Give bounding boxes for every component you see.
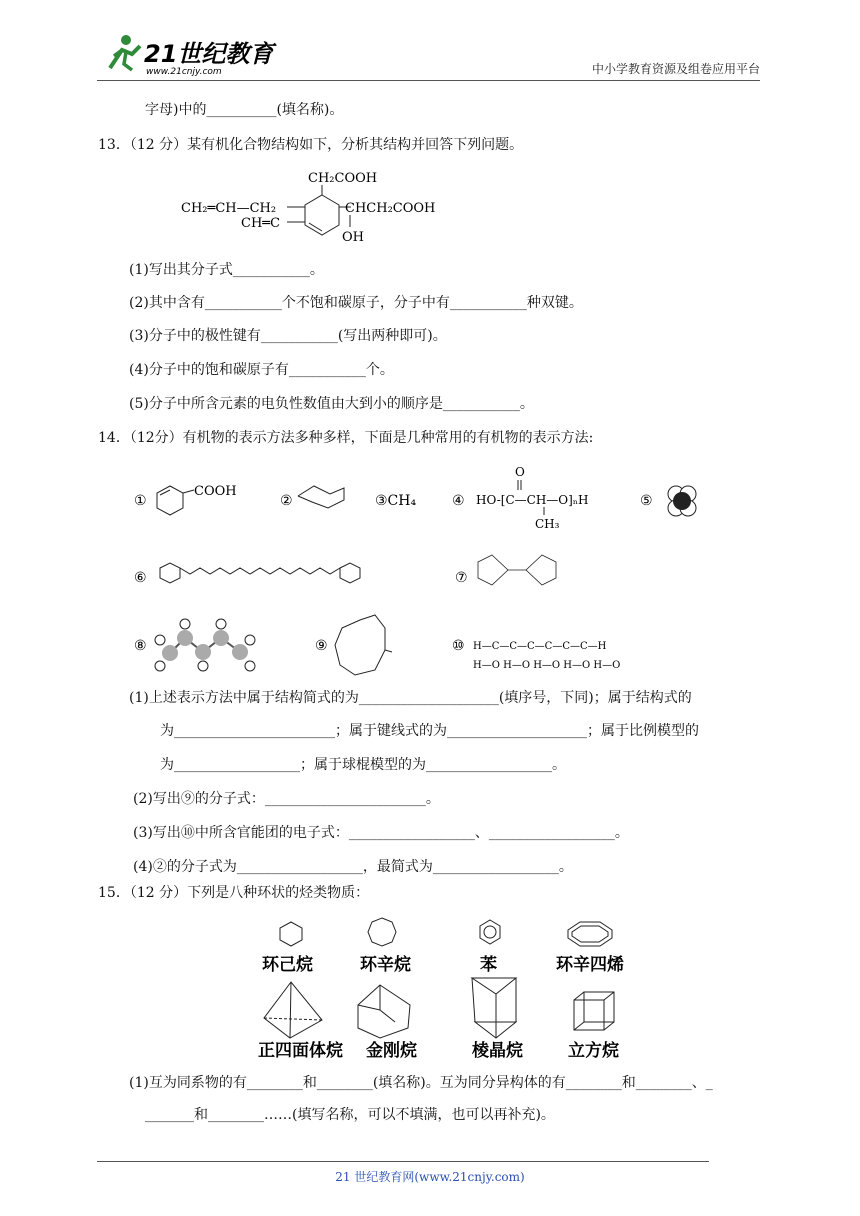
item-10-chain: H—C—C—C—C—C—C—H xyxy=(473,641,607,652)
item-1-label: COOH xyxy=(194,484,237,499)
item-2-number: ② xyxy=(280,493,293,509)
site-logo xyxy=(96,30,274,82)
item-5-number: ⑤ xyxy=(640,493,653,509)
q13-part2: (2)其中含有___________个不饱和碳原子，分子中有___________种双键。 xyxy=(129,295,583,311)
label-prismane: 棱晶烷 xyxy=(472,1041,523,1061)
tetrathiafulvalene-icon xyxy=(478,555,556,585)
q15-part1a: (1)互为同系物的有________和________(填名称)。互为同分异构体的有________和________、_ xyxy=(129,1075,713,1091)
q13-top-group: CH₂COOH xyxy=(308,171,378,186)
item-4-number: ④ xyxy=(452,493,465,509)
label-cyclooctatetraene: 环辛四烯 xyxy=(556,955,624,975)
logo-text: 21世纪教育 xyxy=(144,40,274,68)
q13-right-group: CHCH₂COOH xyxy=(345,201,436,216)
cubane-icon xyxy=(574,992,614,1030)
q13-part5: (5)分子中所含元素的电负性数值由大到小的顺序是___________。 xyxy=(129,396,534,412)
item-9-number: ⑨ xyxy=(315,638,328,654)
item-4-formula: HO-[C—CH—O]ₙH xyxy=(476,493,589,507)
item-8-number: ⑧ xyxy=(134,638,147,654)
prismane-icon xyxy=(472,978,516,1038)
q13-left-group: CH₂═CH—CH₂ xyxy=(181,201,277,216)
platform-name: 中小学教育资源及组卷应用平台 xyxy=(591,62,760,76)
item-1-number: ① xyxy=(134,493,147,509)
q14-part3: (3)写出⑩中所含官能团的电子式：__________________、__________________。 xyxy=(133,825,629,841)
cyclohexane-chair-icon xyxy=(298,486,344,508)
q14-part4: (4)②的分子式为__________________，最简式为__________________。 xyxy=(133,859,573,875)
logo-url: www.21cnjy.com xyxy=(146,67,222,77)
item-10-hydroxyls: H—O H—O H—O H—O H—O xyxy=(473,660,621,671)
header-divider xyxy=(97,80,760,81)
continuation-line: 字母)中的__________(填名称)。 xyxy=(145,102,344,118)
cyclooctatetraene-icon xyxy=(568,922,612,946)
item-10-number: ⑩ xyxy=(452,638,465,654)
label-adamantane: 金刚烷 xyxy=(366,1041,417,1061)
label-cyclooctane: 环辛烷 xyxy=(360,955,411,975)
macrocyclic-lactone-icon xyxy=(335,615,392,675)
q15-title: 15．（12 分）下列是八种环状的烃类物质： xyxy=(98,885,370,901)
label-tetrahedrane: 正四面体烷 xyxy=(258,1041,343,1061)
item-6-number: ⑥ xyxy=(134,570,147,586)
q13-structure-diagram xyxy=(175,165,455,250)
item-7-number: ⑦ xyxy=(455,570,468,586)
q13-part1: (1)写出其分子式___________。 xyxy=(129,262,324,278)
space-filling-model-icon xyxy=(668,486,696,516)
q13-title: 13．（12 分）某有机化合物结构如下，分析其结构并回答下列问题。 xyxy=(98,137,524,153)
footer-site: 21 世纪教育网(www.21cnjy.com) xyxy=(335,1170,525,1184)
cyclohexane-icon xyxy=(280,922,302,946)
q14-part1b: 为_______________________；属于键线式的为____________________；属于比例模型的 xyxy=(160,723,699,739)
q14-part1a: (1)上述表示方法中属于结构简式的为____________________(填序号，下同)；属于结构式的 xyxy=(129,690,692,706)
tetrahedrane-icon xyxy=(264,982,322,1038)
footer-divider xyxy=(97,1161,709,1162)
carotene-skeletal-icon xyxy=(160,563,360,583)
q13-lower-left: CH═C xyxy=(241,216,281,231)
q14-part1c: 为__________________；属于球棍模型的为__________________。 xyxy=(160,757,566,773)
adamantane-icon xyxy=(358,985,410,1038)
runner-logo-icon xyxy=(96,30,274,78)
cyclooctane-icon xyxy=(368,918,396,946)
q14-part2: (2)写出⑨的分子式：_______________________。 xyxy=(133,791,440,807)
q14-title: 14．（12分）有机物的表示方法多种多样，下面是几种常用的有机物的表示方法: xyxy=(98,430,594,446)
benzene-icon xyxy=(480,920,500,944)
item-4-oxygen: O xyxy=(515,465,525,479)
q13-part4: (4)分子中的饱和碳原子有___________个。 xyxy=(129,362,394,378)
q13-oh: OH xyxy=(342,230,364,245)
label-cubane: 立方烷 xyxy=(568,1041,619,1061)
q15-cyclic-hydrocarbons-diagram xyxy=(250,910,650,1065)
label-cyclohexane: 环己烷 xyxy=(262,955,313,975)
q13-part3: (3)分子中的极性键有___________(写出两种即可)。 xyxy=(129,328,447,344)
label-benzene: 苯 xyxy=(480,955,497,975)
ball-and-stick-model-icon xyxy=(155,619,255,671)
q14-representations-diagram xyxy=(130,460,730,680)
item-3-label: ③CH₄ xyxy=(375,493,417,509)
item-4-methyl: CH₃ xyxy=(535,517,560,531)
q15-part1b: _______和________……(填写名称，可以不填满，也可以再补充)。 xyxy=(145,1107,555,1123)
